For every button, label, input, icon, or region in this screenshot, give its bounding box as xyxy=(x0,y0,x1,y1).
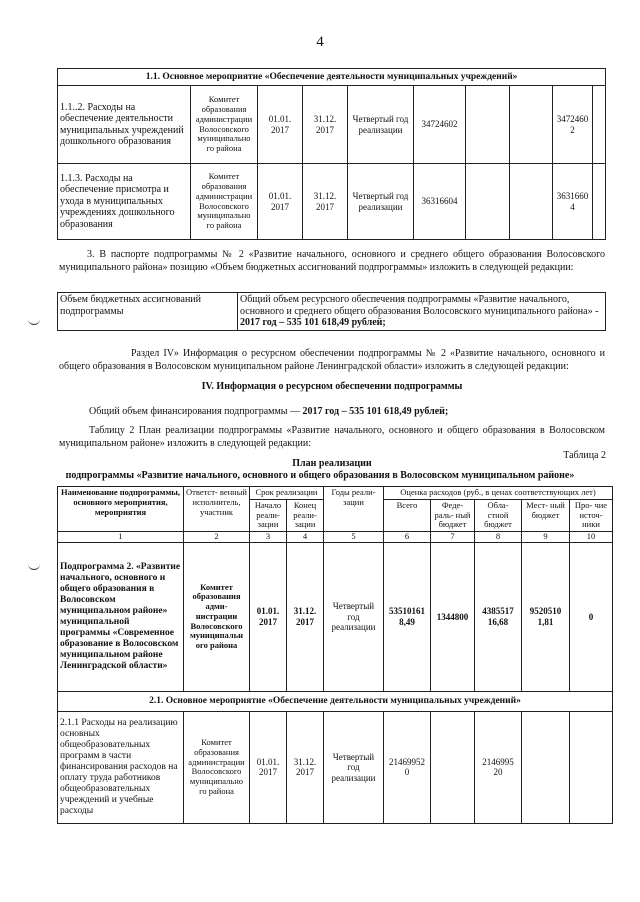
total-line-amount: 2017 год – 535 101 618,49 рублей; xyxy=(302,406,449,417)
subprogram-regional: 4385517 16,68 xyxy=(475,542,522,691)
row-end: 31.12. 2017 xyxy=(287,711,324,823)
row-other xyxy=(593,86,606,164)
header-estimate: Оценка расходов (руб., в ценах соответствующих лет) xyxy=(384,487,613,500)
row-local xyxy=(522,711,570,823)
col-number: 2 xyxy=(184,532,250,543)
table-1 xyxy=(57,68,606,240)
subprogram-executor: Комитет образования адми- нистрации Волосовского муниципальн ого района xyxy=(184,542,250,691)
subprogram-name: Подпрограмма 2. «Развитие начального, основного и общего образования в Волосовском муниципальном районе» муниципальной программы «Современное образование в Волосовском муниципальном районе Ленинградской области» xyxy=(58,542,184,691)
header-total: Всего xyxy=(384,499,431,531)
col-number: 10 xyxy=(570,532,613,543)
table-2 xyxy=(57,486,613,824)
row-executor: Комитет образования администрации Волосовского муниципально го района xyxy=(184,711,250,823)
subprogram-other: 0 xyxy=(570,542,613,691)
page-number: 4 xyxy=(316,34,324,50)
row-total: 21469952 0 xyxy=(384,711,431,823)
table-row xyxy=(58,711,613,823)
row-regional: 2146995 20 xyxy=(475,711,522,823)
subprogram-federal: 1344800 xyxy=(431,542,475,691)
passport-amount: 2017 год – 535 101 618,49 рублей; xyxy=(240,317,386,328)
row-federal xyxy=(431,711,475,823)
row-executor: Комитет образования администрации Волосовского муниципально го района xyxy=(191,164,258,240)
row-end: 31.12. 2017 xyxy=(303,164,348,240)
table-row xyxy=(58,86,606,164)
subprogram-total: 53510161 8,49 xyxy=(384,542,431,691)
paragraph-3: 3. В паспорте подпрограммы № 2 «Развитие начального, основного и среднего общего образования Волосовского муниципального района» позицию «Объем бюджетных ассигнований подпрограммы» изложить в следующей редакции: xyxy=(59,249,605,273)
section-2-1-title: 2.1. Основное мероприятие «Обеспечение деятельности муниципальных учреждений» xyxy=(58,691,613,711)
row-regional xyxy=(510,86,553,164)
header-term: Срок реализации xyxy=(250,487,324,500)
subprogram-years: Четвертый год реализации xyxy=(324,542,384,691)
header-end: Конец реали- зации xyxy=(287,499,324,531)
table-1-title: 1.1. Основное мероприятие «Обеспечение деятельности муниципальных учреждений» xyxy=(58,69,606,86)
header-name: Наименование подпрограммы, основного мероприятия, мероприятия xyxy=(58,487,184,532)
subprogram-start: 01.01. 2017 xyxy=(250,542,287,691)
subprogram-local: 9520510 1,81 xyxy=(522,542,570,691)
header-regional: Обла- стной бюджет xyxy=(475,499,522,531)
row-name: 1.1.3. Расходы на обеспечение присмотра и ухода в муниципальных учреждениях дошкольного образования xyxy=(58,164,191,240)
row-local: 3472460 2 xyxy=(553,86,593,164)
header-other: Про- чие источ- ники xyxy=(570,499,613,531)
passport-table xyxy=(57,292,606,331)
row-start: 01.01. 2017 xyxy=(250,711,287,823)
passport-text: Общий объем ресурсного обеспечения подпрограммы «Развитие начального, основного и среднего общего образования Волосовского муниципального района» - xyxy=(240,294,599,317)
subprogram-end: 31.12. 2017 xyxy=(287,542,324,691)
row-total: 36316604 xyxy=(414,164,466,240)
margin-mark xyxy=(28,563,40,570)
col-number: 5 xyxy=(324,532,384,543)
row-name: 2.1.1 Расходы на реализацию основных общеобразовательных программ в части финансирования расходов на оплату труда работников общеобразовательных учреждений и учебные расходы xyxy=(58,711,184,823)
col-number: 3 xyxy=(250,532,287,543)
row-federal xyxy=(466,86,510,164)
table-row xyxy=(58,542,613,691)
header-federal: Феде- раль- ный бюджет xyxy=(431,499,475,531)
header-start: Начало реали- зации xyxy=(250,499,287,531)
row-other xyxy=(593,164,606,240)
table-row xyxy=(58,164,606,240)
col-number: 6 xyxy=(384,532,431,543)
total-line xyxy=(59,405,605,418)
col-number: 8 xyxy=(475,532,522,543)
total-line-prefix: Общий объем финансирования подпрограммы — xyxy=(89,406,303,417)
row-total: 34724602 xyxy=(414,86,466,164)
row-years: Четвертый год реализации xyxy=(348,164,414,240)
row-years: Четвертый год реализации xyxy=(348,86,414,164)
table-label: Таблица 2 xyxy=(563,450,606,461)
plan-subtitle: подпрограммы «Развитие начального, основного и общего образования в Волосовском муниципальном районе» xyxy=(65,470,575,481)
col-number: 7 xyxy=(431,532,475,543)
margin-mark xyxy=(28,318,40,325)
col-number: 1 xyxy=(58,532,184,543)
header-years: Годы реали- зации xyxy=(324,487,384,532)
row-local: 3631660 4 xyxy=(553,164,593,240)
row-federal xyxy=(466,164,510,240)
row-start: 01.01. 2017 xyxy=(258,86,303,164)
plan-title: План реализации xyxy=(292,458,372,469)
header-local: Мест- ный бюджет xyxy=(522,499,570,531)
col-number: 9 xyxy=(522,532,570,543)
col-number: 4 xyxy=(287,532,324,543)
row-years: Четвертый год реализации xyxy=(324,711,384,823)
row-name: 1.1..2. Расходы на обеспечение деятельности муниципальных учреждений дошкольного образования xyxy=(58,86,191,164)
header-executor: Ответст- венный исполнитель, участник xyxy=(184,487,250,532)
row-start: 01.01. 2017 xyxy=(258,164,303,240)
section-heading: IV. Информация о ресурсном обеспечении подпрограммы xyxy=(201,381,463,392)
passport-label: Объем бюджетных ассигнований подпрограммы xyxy=(58,293,238,331)
section-paragraph: Раздел IV» Информация о ресурсном обеспечении подпрограммы № 2 «Развитие начального, основного и общего образования в Волосовском муниципальном районе Ленинградской области» изложить в следующей редакции: xyxy=(59,348,605,372)
row-executor: Комитет образования администрации Волосовского муниципально го района xyxy=(191,86,258,164)
row-regional xyxy=(510,164,553,240)
row-end: 31.12. 2017 xyxy=(303,86,348,164)
row-other xyxy=(570,711,613,823)
table2-paragraph: Таблицу 2 План реализации подпрограммы «Развитие начального, основного и общего образования в Волосовском муниципальном районе» изложить в следующей редакции: xyxy=(59,425,605,449)
